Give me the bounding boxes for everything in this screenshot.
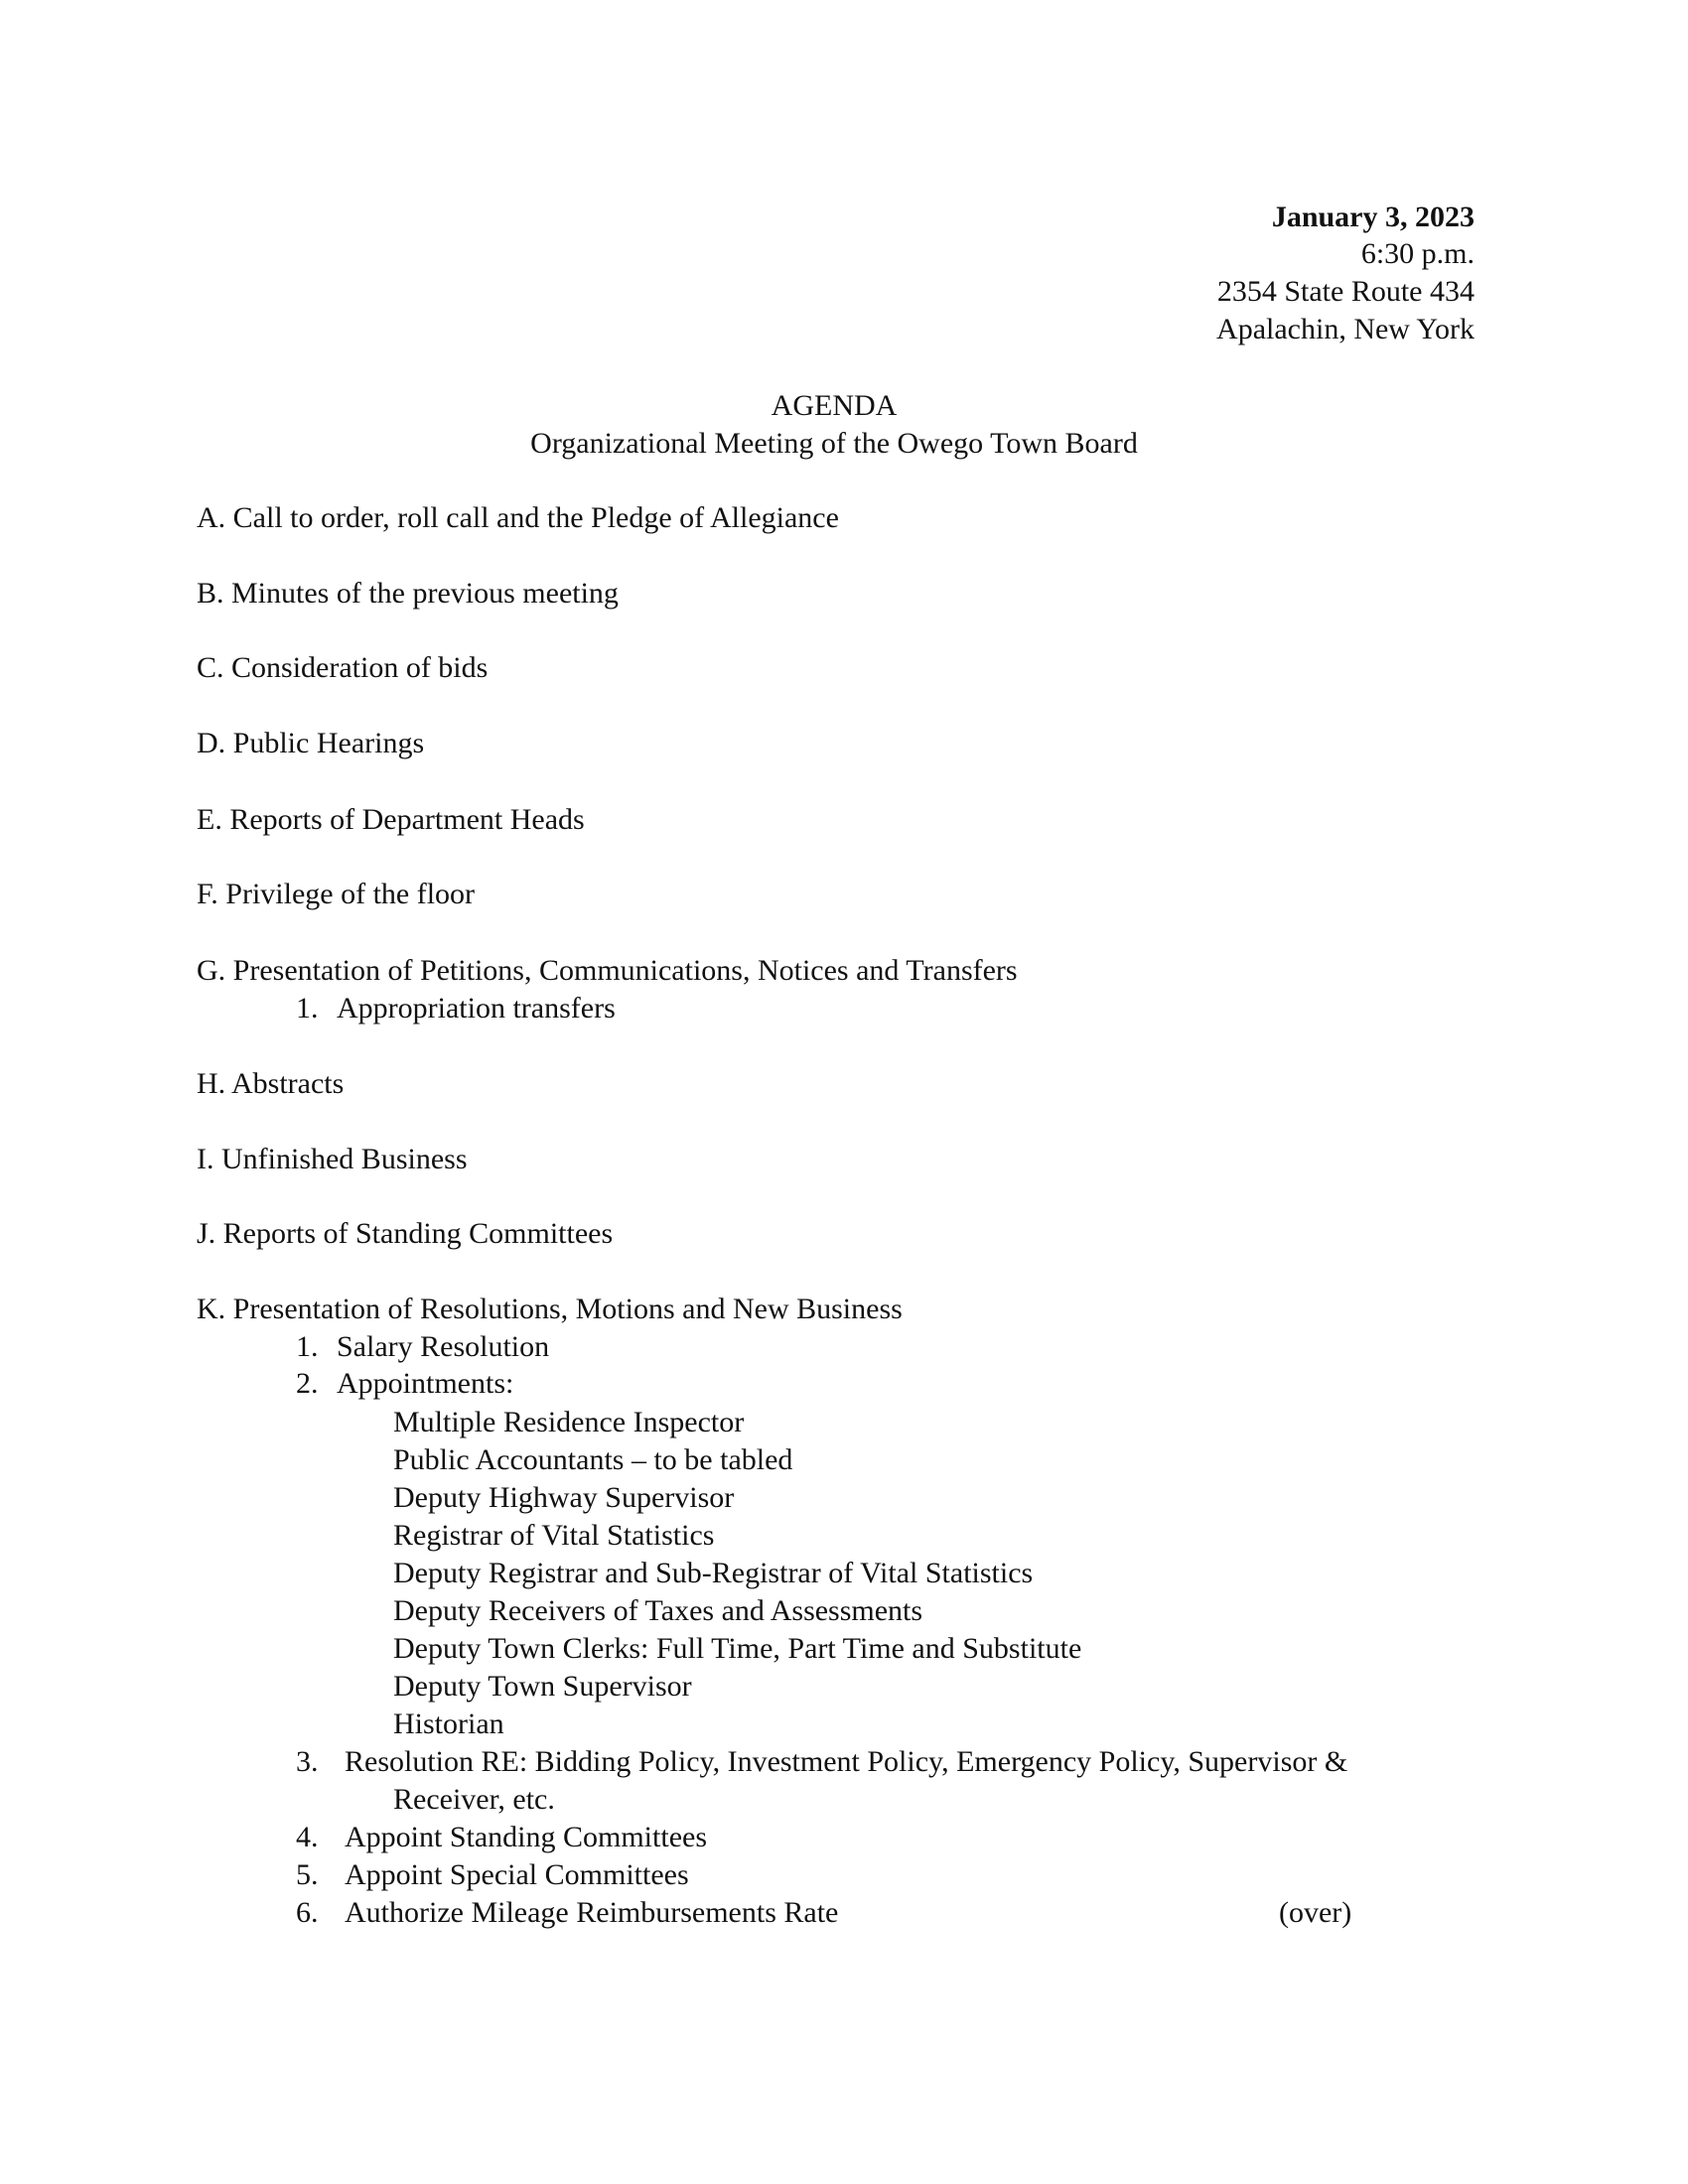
agenda-item-g: G. Presentation of Petitions, Communications, Notices and Transfers <box>197 954 1018 987</box>
agenda-item-f: F. Privilege of the floor <box>197 878 476 910</box>
appointment-item: Registrar of Vital Statistics <box>393 1519 715 1552</box>
agenda-subitem-k1-number: 1. <box>296 1330 319 1363</box>
agenda-subitem-g1-number: 1. <box>296 992 319 1024</box>
agenda-item-j: J. Reports of Standing Committees <box>197 1217 614 1250</box>
address-line-1: 2354 State Route 434 <box>1216 275 1475 308</box>
appointment-item: Historian <box>393 1707 504 1740</box>
agenda-subitem-k5-number: 5. <box>296 1858 319 1891</box>
appointment-item: Public Accountants – to be tabled <box>393 1443 793 1476</box>
appointment-item: Deputy Highway Supervisor <box>393 1481 735 1514</box>
agenda-subitem-k3-continuation: Receiver, etc. <box>393 1783 555 1816</box>
agenda-subitem-k4-number: 4. <box>296 1821 319 1853</box>
agenda-subitem-k3: Resolution RE: Bidding Policy, Investment Policy, Emergency Policy, Supervisor & <box>345 1745 1348 1778</box>
agenda-subitem-k1: Salary Resolution <box>337 1330 550 1363</box>
appointment-item: Deputy Receivers of Taxes and Assessments <box>393 1594 923 1627</box>
appointment-item: Deputy Registrar and Sub-Registrar of Vital Statistics <box>393 1557 1034 1589</box>
appointment-item: Multiple Residence Inspector <box>393 1406 745 1438</box>
agenda-item-i: I. Unfinished Business <box>197 1143 468 1175</box>
agenda-subitem-k2: Appointments: <box>337 1367 514 1400</box>
agenda-item-c: C. Consideration of bids <box>197 651 489 684</box>
meeting-date: January 3, 2023 <box>1271 201 1475 233</box>
agenda-subitem-g1: Appropriation transfers <box>337 992 616 1024</box>
agenda-subitem-k4: Appoint Standing Committees <box>345 1821 707 1853</box>
address-line-2: Apalachin, New York <box>1216 313 1475 345</box>
agenda-item-d: D. Public Hearings <box>197 727 425 759</box>
meeting-time: 6:30 p.m. <box>1360 237 1475 270</box>
agenda-subitem-k2-number: 2. <box>296 1367 319 1400</box>
agenda-item-a: A. Call to order, roll call and the Pledge of Allegiance <box>197 501 839 534</box>
agenda-heading: AGENDA <box>771 389 898 422</box>
agenda-item-k: K. Presentation of Resolutions, Motions and New Business <box>197 1293 903 1325</box>
agenda-subitem-k5: Appoint Special Committees <box>345 1858 689 1891</box>
agenda-subtitle: Organizational Meeting of the Owego Town Board <box>530 427 1138 460</box>
over-note: (over) <box>1279 1896 1352 1929</box>
agenda-subitem-k6-number: 6. <box>296 1896 319 1929</box>
appointment-item: Deputy Town Clerks: Full Time, Part Time and Substitute <box>393 1632 1082 1665</box>
appointment-item: Deputy Town Supervisor <box>393 1670 692 1703</box>
agenda-item-h: H. Abstracts <box>197 1067 345 1100</box>
agenda-item-e: E. Reports of Department Heads <box>197 803 585 836</box>
agenda-subitem-k3-number: 3. <box>296 1745 319 1778</box>
agenda-subitem-k6: Authorize Mileage Reimbursements Rate <box>345 1896 839 1929</box>
agenda-item-b: B. Minutes of the previous meeting <box>197 577 619 610</box>
